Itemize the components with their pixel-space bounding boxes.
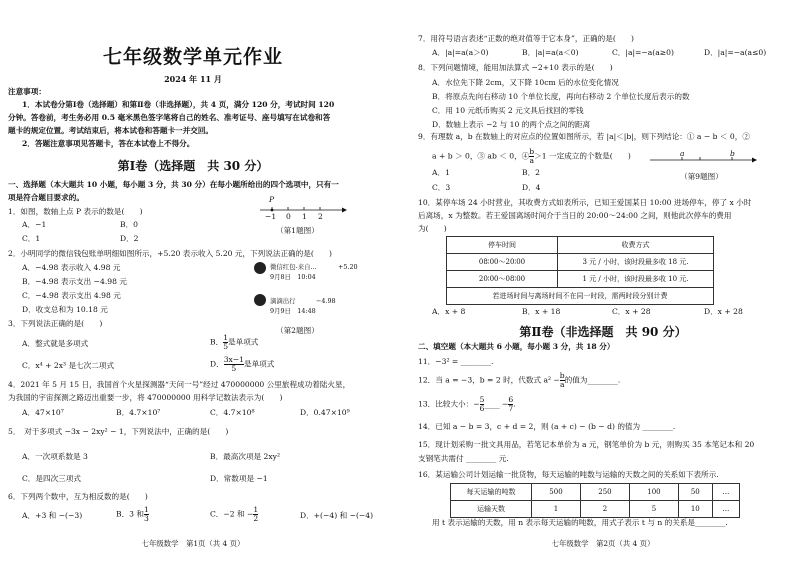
table-cell: 50 (678, 484, 712, 501)
notice-heading: 注意事项： (8, 87, 46, 96)
q2-option-b[interactable]: B．−4.98 表示支出 −4.98 元 (22, 277, 127, 286)
record-1-time: 9月8日 10:04 (270, 273, 316, 281)
figure-caption: （第2题图） (276, 326, 319, 335)
numerator: 1 (223, 333, 229, 342)
option-text: B．3 和 (116, 509, 145, 519)
q6-option-d[interactable]: D．+(−4) 和 −(−4) (300, 511, 374, 520)
q1-option-a[interactable]: A．−1 (22, 220, 47, 229)
question-3-stem: 3．下列说法正确的是( ) (8, 319, 103, 328)
tick-label: 1 (302, 212, 307, 221)
point-p-label: P (269, 195, 275, 204)
part2-instructions: 二、填空题（本大题共 6 小题，每小题 3 分，共 18 分） (418, 342, 615, 351)
q10-option-a[interactable]: A．x + 8 (432, 307, 466, 316)
option-text: C．−2 和 − (210, 509, 254, 519)
option-text: 是单项式 (228, 337, 259, 347)
page-footer: 七年级数学 第2页（共 4 页） (551, 539, 655, 548)
question-4-stem: 4．2021 年 5 月 15 日，我国首个火星探测器“天问一号”经过 470000000 公里旅程成功着陆火星， (8, 380, 351, 389)
question-6-stem: 6．下列两个数中，互为相反数的是( ) (8, 492, 148, 501)
table-cell: 500 (532, 484, 581, 501)
point-a-label: a (680, 149, 685, 158)
table-header: 收费方式 (558, 237, 714, 254)
table-cell: 20∶00～08∶00 (447, 271, 558, 288)
didi-icon (254, 294, 266, 306)
denominator: a (529, 156, 534, 165)
table-row (447, 288, 714, 305)
q9-option-a[interactable]: A．1 (432, 168, 450, 177)
table-cell: 每天运输的吨数 (451, 484, 532, 501)
table-cell: 3 元 / 小时，该时段最多收 18 元. (558, 254, 714, 271)
q5-option-b[interactable]: B．最高次项是 2xy² (210, 452, 281, 461)
q4-option-a[interactable]: A．47×10⁷ (22, 408, 64, 417)
q8-option-b[interactable]: B．将原点先向右移动 10 个单位长度，再向右移动 2 个单位长度后表示的数 (432, 92, 690, 101)
question-7-stem: 7．用符号语言表述“正数的绝对值等于它本身”，正确的是( ) (418, 34, 634, 43)
q9-option-d[interactable]: D．4 (522, 183, 541, 192)
table-cell: 100 (629, 484, 678, 501)
q7-option-d[interactable]: D．|a|=−a(a≤0) (704, 48, 767, 57)
table-cell: 1 (532, 501, 581, 518)
numerator: 6 (508, 395, 514, 404)
table-cell: 5 (629, 501, 678, 518)
question-14: 14．已知 a − b = 3，c + d = 2，则 (a + c) − (b − d) 的值为 ________. (418, 422, 676, 431)
denominator: 5 (223, 342, 229, 351)
stem-text: 13．比较大小：− (418, 399, 480, 409)
table-row (451, 484, 740, 501)
table-row (451, 501, 740, 518)
q3-option-c[interactable]: C．x⁴ + 2x³ 是七次二项式 (22, 361, 115, 370)
table-row (447, 271, 714, 288)
numerator: b (559, 371, 565, 380)
denominator: 7 (508, 404, 514, 413)
numerator: 1 (144, 505, 149, 514)
stem-text: . (513, 399, 516, 409)
question-10-stem: 后离场，x 为整数。若王爱国离场时间介于当日的 20:00～24:00 之间，则他此次停车的费用 (418, 211, 732, 220)
q1-option-b[interactable]: B．0 (120, 220, 139, 229)
tick-label: 2 (318, 212, 323, 221)
table-cell: 10 (678, 501, 712, 518)
q8-option-a[interactable]: A．水位先下降 2cm，又下降 10cm 后的水位变化情况 (432, 78, 619, 87)
page-1 (8, 0, 388, 561)
q4-option-d[interactable]: D．0.47×10⁹ (300, 408, 350, 417)
denominator: 2 (253, 514, 259, 523)
q1-option-c[interactable]: C．1 (22, 234, 41, 243)
denominator: 6 (479, 404, 485, 413)
q6-option-c[interactable] (210, 506, 258, 523)
parking-fee-table (446, 236, 714, 305)
table-cell: 1 元 / 小时，该时段最多收 10 元. (558, 271, 714, 288)
question-15: 支钢笔共需付 ________ 元. (418, 454, 509, 463)
table-cell: … (712, 501, 739, 518)
table-cell: 08∶00～20∶00 (447, 254, 558, 271)
q5-option-c[interactable]: C．是四次三项式 (22, 474, 81, 483)
question-9-stem: 9．有理数 a，b 在数轴上的对应点的位置如图所示，若 |a|＜|b|，则下列结论：① a − b ＜ 0，② (418, 132, 750, 141)
figure-caption: （第1题图） (276, 226, 319, 235)
q3-option-a[interactable]: A．整式就是多项式 (22, 339, 89, 348)
question-13 (418, 396, 516, 413)
stem-text: 12．当 a = −3，b = 2 时，代数式 a² − (418, 375, 560, 385)
q10-option-b[interactable]: B．x + 18 (522, 307, 561, 316)
q1-option-d[interactable]: D．2 (120, 234, 139, 243)
numerator: 1 (253, 505, 259, 514)
table-cell: 250 (580, 484, 629, 501)
stem-text: 的值为________. (564, 375, 621, 385)
question-9-stem (432, 148, 631, 165)
table-row (447, 254, 714, 271)
record-2-amount: −4.98 (316, 297, 336, 305)
option-text: 是单项式 (244, 359, 275, 369)
table-cell: … (712, 484, 739, 501)
numerator: b (529, 147, 535, 156)
record-1-name: 微信红包-来自... (270, 263, 317, 271)
table-note: 若进场时间与离场时间不在同一时段，需两时段分别计费 (447, 288, 714, 305)
denominator: a (559, 380, 565, 389)
question-16: 16．某运输公司计划运输一批货物，每天运输的吨数与运输的天数之间的关系如下表所示. (418, 470, 719, 479)
question-16: 用 t 表示运输的天数，用 n 表示每天运输的吨数，用式子表示 t 与 n 的关系是________. (432, 518, 728, 527)
stem-text: ____ − (484, 399, 509, 409)
q7-option-a[interactable]: A．|a|=a(a＞0) (432, 48, 489, 57)
table-cell: 2 (580, 501, 629, 518)
point-b-label: b (730, 149, 735, 158)
option-letter: B． (210, 337, 224, 347)
notice-line: 1．本试卷分第Ⅰ卷（选择题）和第Ⅱ卷（非选择题），共 4 页，满分 120 分，考试时间 120 (22, 100, 335, 109)
q9-option-c[interactable]: C．3 (432, 183, 451, 192)
q10-option-c[interactable]: C．x + 28 (612, 307, 651, 316)
table-cell: 运输天数 (451, 501, 532, 518)
tick-label: 0 (286, 212, 291, 221)
page-title: 七年级数学单元作业 (102, 46, 283, 68)
part1-instructions: 一、选择题（本大题共 10 小题，每小题 3 分，共 30 分）在每小题所给出的四个选项中，只有一 (8, 180, 339, 189)
table-row (447, 237, 714, 254)
option-letter: D． (210, 359, 224, 369)
notice-line: 题卡的规定位置。考试结束后，将本试卷和答题卡一并交回。 (8, 126, 214, 135)
page-footer: 七年级数学 第1页（共 4 页） (141, 539, 245, 548)
q8-option-c[interactable]: C．用 10 元纸币购买 2 元文具后找回的零钱 (432, 106, 584, 115)
question-4-stem: 为我国的宇宙探测之路迈出重要一步，将 470000000 用科学记数法表示为( ) (8, 393, 283, 402)
question-15: 15．现计划采购一批文具用品，若笔记本单价为 a 元，钢笔单价为 b 元，则购买 35 本笔记本和 20 (418, 440, 755, 449)
question-12 (418, 372, 620, 389)
q2-option-d[interactable]: D．收支总和为 10.18 元 (22, 305, 108, 314)
q7-option-b[interactable]: B．|a|=a(a＜0) (522, 48, 579, 57)
q2-option-c[interactable]: C．−4.98 表示支出 4.98 元 (22, 291, 121, 300)
question-8-stem: 8．下列问题情境，能用加法算式 −2+10 表示的是( ) (418, 63, 613, 72)
q6-option-b[interactable] (116, 506, 149, 523)
numerator: 5 (479, 395, 485, 404)
part1-instructions: 项是符合题目要求的。 (8, 193, 84, 202)
q7-option-c[interactable]: C．|a|=−a(a≥0) (612, 48, 674, 57)
question-5-stem: 5． 对于多项式 −3x − 2xy² − 1，下列说法中，正确的是( ) (8, 427, 229, 436)
wechat-redpacket-icon (254, 262, 266, 274)
numerator: 3x−1 (223, 355, 244, 364)
q5-option-d[interactable]: D．常数项是 −1 (210, 474, 268, 483)
table-header: 停车时间 (447, 237, 558, 254)
question-1-stem: 1．如图，数轴上点 P 表示的数是( ) (8, 207, 143, 216)
question-2-stem: 2．小明同学的微信钱包账单明细如图所示，+5.20 表示收入 5.20 元，下列说法正确的是( ) (8, 249, 332, 258)
figure-caption: （第9题图） (680, 172, 723, 181)
denominator: 3 (144, 514, 149, 523)
notice-line: 2．答题注意事项见答题卡，答在本试卷上不得分。 (22, 139, 195, 148)
stem-text: a + b ＞ 0，③ ab ＜ 0，④ (432, 151, 530, 161)
notice-line: 分钟。答卷前，考生务必用 0.5 毫米黑色签字笔将自己的姓名、准考证号、座号填写在试卷和答 (8, 113, 331, 122)
question-11: 11．−3² = ________. (418, 357, 494, 366)
q2-option-a[interactable]: A．−4.98 表示收入 4.98 元 (22, 263, 121, 272)
tick-label: −1 (265, 212, 277, 221)
page-2 (418, 0, 794, 561)
record-1-amount: +5.20 (338, 263, 358, 271)
denominator: 5 (231, 364, 237, 373)
record-2-time: 9月9日 14:48 (270, 307, 316, 315)
q3-option-d[interactable] (210, 356, 274, 373)
exam-date: 2024 年 11 月 (164, 74, 222, 84)
q9-option-b[interactable]: B．2 (522, 168, 541, 177)
part2-title: 第Ⅱ卷（非选择题 共 90 分） (519, 325, 687, 339)
stem-text: ＞1 一定成立的个数是( ) (534, 151, 631, 161)
q4-option-c[interactable]: C．4.7×10⁸ (210, 408, 255, 417)
q6-option-a[interactable]: A．+3 和 −(−3) (22, 511, 83, 520)
q10-option-d[interactable]: D．x + 28 (704, 307, 743, 316)
part1-title: 第Ⅰ卷（选择题 共 30 分） (117, 159, 269, 173)
transport-table (450, 483, 740, 518)
question-10-stem: 为( ) (418, 224, 447, 233)
question-10-stem: 10．某停车场 24 小时营业，其收费方式如表所示，已知王爱国某日 10:00 进场停车，停了 x 小时 (418, 198, 752, 207)
ab-number-line-figure (648, 150, 758, 170)
q3-option-b[interactable] (210, 334, 258, 351)
q8-option-d[interactable]: D．数轴上表示 −2 与 10 的两个点之间的距离 (432, 120, 591, 129)
q5-option-a[interactable]: A．一次项系数是 3 (22, 452, 88, 461)
record-2-name: 滴滴出行 (270, 297, 296, 305)
q4-option-b[interactable]: B．4.7×10⁷ (116, 408, 161, 417)
